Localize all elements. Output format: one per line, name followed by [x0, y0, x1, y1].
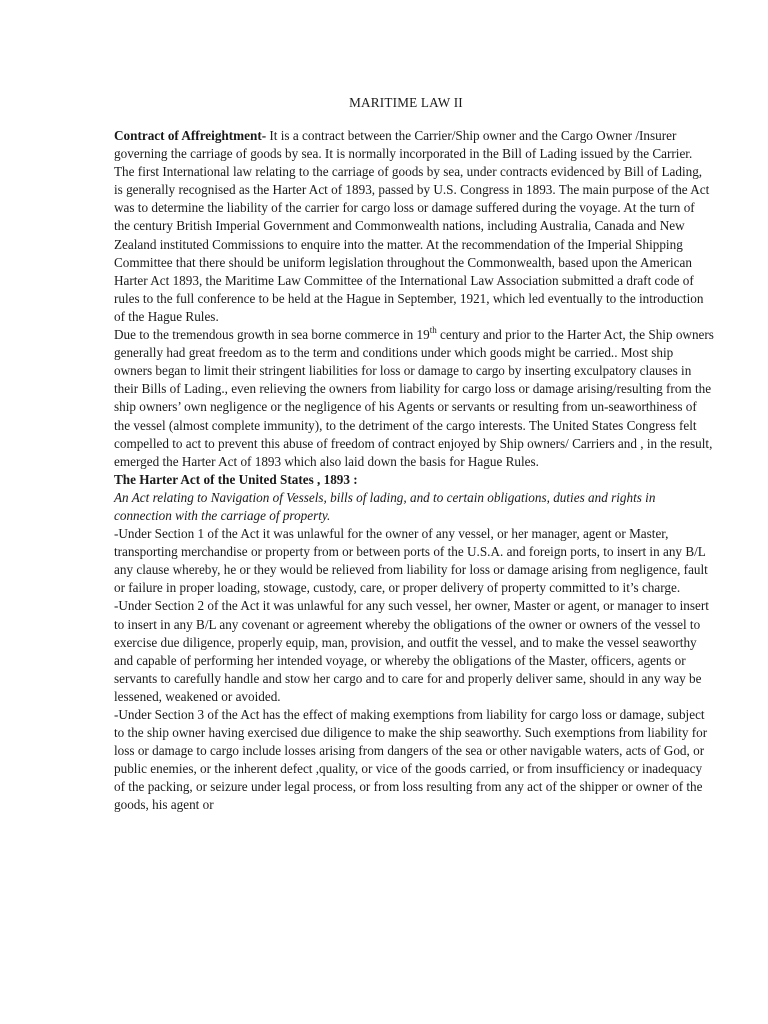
contract-heading: Contract of Affreightment-: [114, 128, 267, 143]
document-body: [114, 127, 714, 815]
harter-act-subtitle: An Act relating to Navigation of Vessels, bills of lading, and to certain obligations, duties and rights in connection with the carriage of property.: [114, 489, 656, 523]
paragraph-contract-of-affreightment: [114, 127, 714, 163]
section-2-paragraph: -Under Section 2 of the Act it was unlawful for any such vessel, her owner, Master or agent, or manager to insert to insert in any B/L any covenant or agreement whereby the obligations of the owner or owners of the vessel to exercise due diligence, properly equip, man, provision, and outfit the vessel, and to make the vessel seaworthy and capable of performing her intended voyage, or whereby the obligations of the Master, officers, agents or servants to carefully handle and stow her cargo and to care for and properly deliver same, should in any way be lessened, weakened or avoided.: [114, 598, 709, 704]
harter-act-heading: The Harter Act of the United States , 1893 :: [114, 471, 358, 487]
section-3-paragraph: -Under Section 3 of the Act has the effect of making exemptions from liability for cargo loss or damage, subject to the ship owner having exercised due diligence to make the ship seaworthy. Such exemptions from liability for loss or damage to cargo include losses arising from dangers of the sea or other navigable waters, acts of God, or public enemies, or the inherent defect ,quality, or vice of the goods carried, or from insufficiency or inadequacy of the packing, or seizure under legal process, or from loss resulting from any act of the shipper or owner of the goods, his agent or: [114, 707, 708, 813]
section-1-paragraph: -Under Section 1 of the Act it was unlawful for the owner of any vessel, or her manager, agent or Master, transporting merchandise or property from or between ports of the U.S.A. and foreign ports, to insert in any B/L any clause whereby, he or they would be relieved from liability for loss or damage arising from negligence, fault or failure in proper loading, stowage, custody, care, or proper delivery of property committed to it’s charge.: [114, 526, 708, 596]
paragraph-history: The first International law relating to the carriage of goods by sea, under contracts evidenced by Bill of Lading, is generally recognised as the Harter Act of 1893, passed by U.S. Congress in 1893. The main purpose of the Act was to determine the liability of the carrier for cargo loss or damage suffered during the voyage. At the turn of the century British Imperial Government and Commonwealth nations, including Australia, Canada and New Zealand instituted Commissions to enquire into the matter. At the recommendation of the Imperial Shipping Committee that there should be uniform legislation throughout the Commonwealth, based upon the American Harter Act 1893, the Maritime Law Committee of the International Law Association submitted a draft code of rules to the full conference to be held at the Hague in September, 1921, which led eventually to the introduction of the Hague Rules.: [114, 164, 710, 324]
growth-text-end: century and prior to the Harter Act, the Ship owners generally had great freedom as to the term and conditions under which goods might be carried.. Most ship owners began to limit their stringent liabilities for loss or damage to cargo by inserting exculpatory clauses in their Bills of Lading., even relieving the owners from liability for cargo loss or damage arising/resulting from the ship owners’ own negligence or the negligence of his Agents or servants or resulting from un-seaworthiness of the vessel (almost complete immunity), to the detriment of the cargo interests. The United States Congress felt compelled to act to prevent this abuse of freedom of contract enjoyed by Ship owners/ Carriers and , in the result, emerged the Harter Act of 1893 which also laid down the basis for Hague Rules.: [114, 327, 714, 469]
ordinal-superscript: th: [429, 324, 437, 335]
paragraph-growth: [114, 326, 714, 471]
contract-text: It is a contract between the Carrier/Ship owner and the Cargo Owner /Insurer governing the carriage of goods by sea. It is normally incorporated in the Bill of Lading issued by the Carrier.: [114, 128, 693, 162]
page-title: MARITIME LAW II: [349, 95, 463, 110]
growth-text-start: Due to the tremendous growth in sea borne commerce in 19: [114, 327, 430, 343]
